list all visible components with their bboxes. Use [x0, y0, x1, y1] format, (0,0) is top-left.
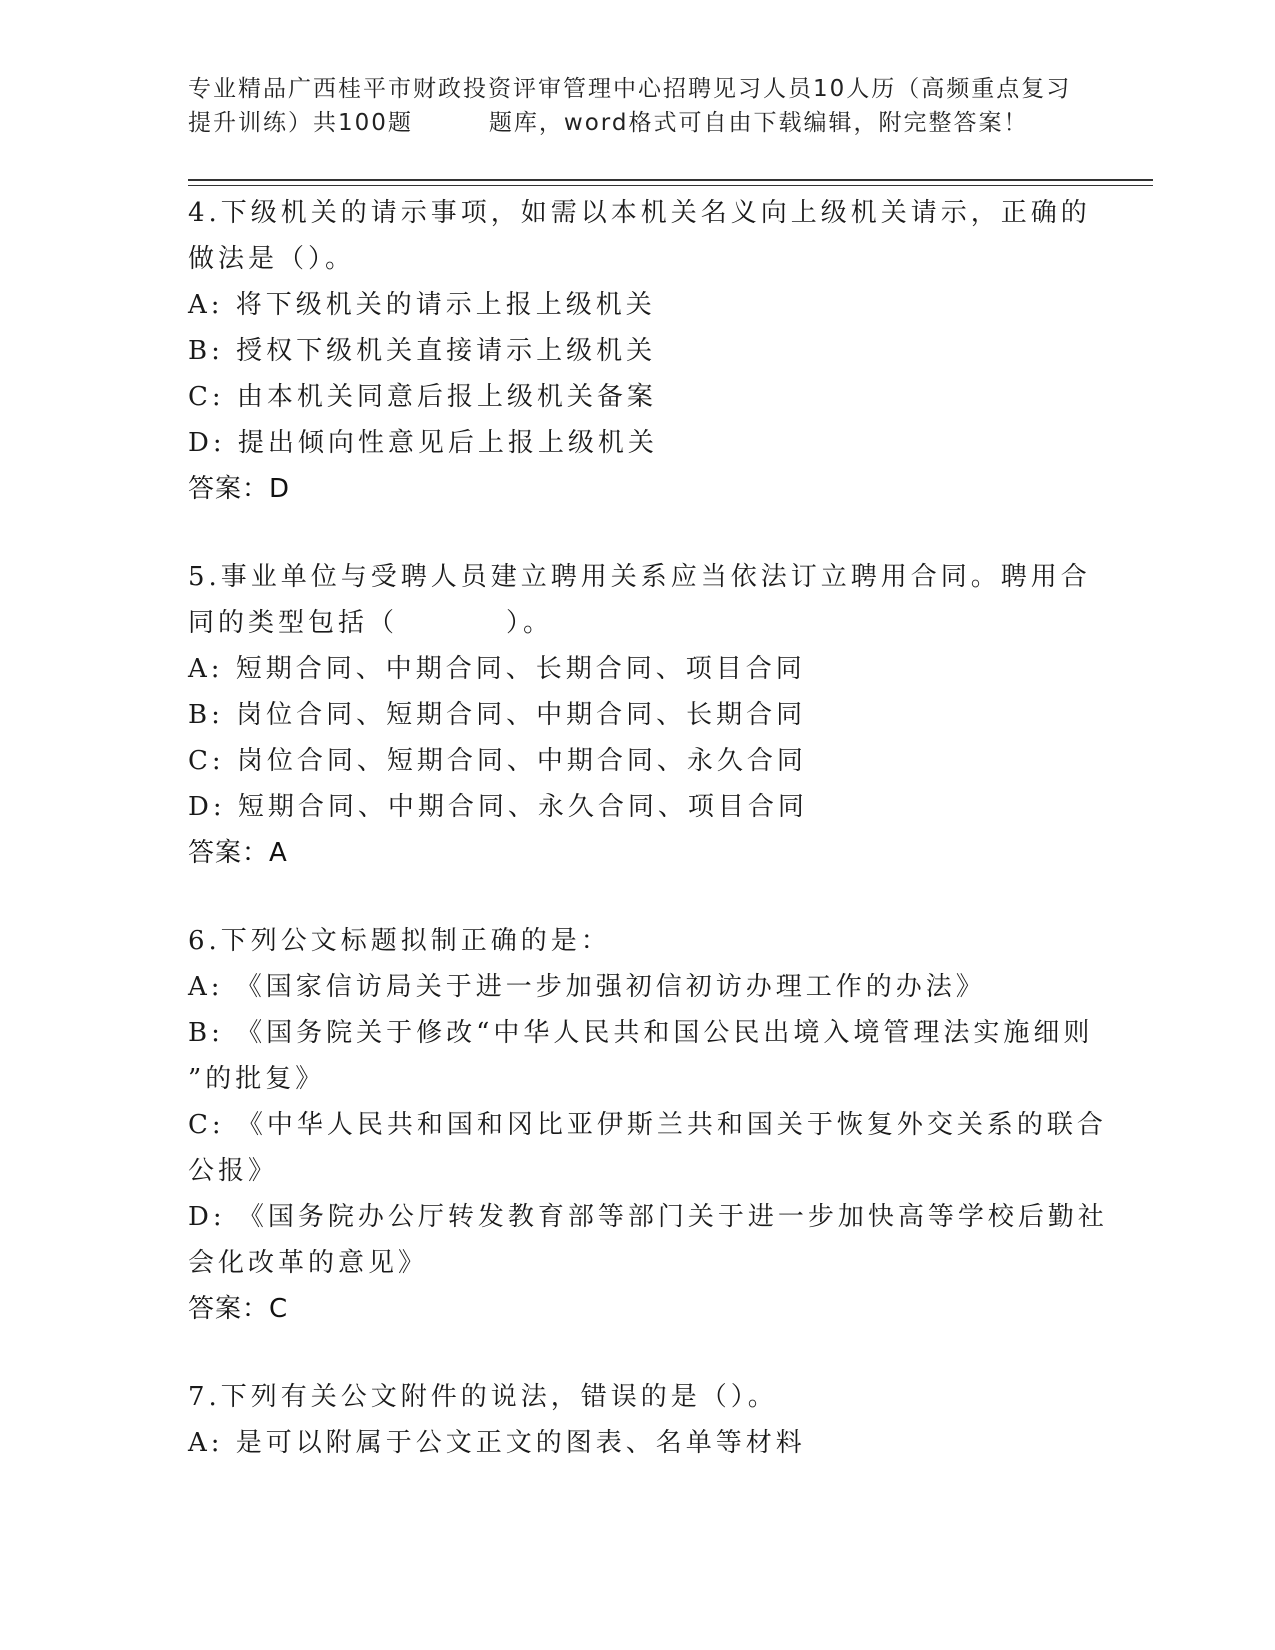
option-c: C: 《中华人民共和国和冈比亚伊斯兰共和国关于恢复外交关系的联合 [188, 1110, 1107, 1140]
option-a: A: 《国家信访局关于进一步加强初信初访办理工作的办法》 [188, 972, 986, 1002]
question-4 [188, 190, 1091, 512]
header-divider-thick [188, 179, 1153, 181]
header-line-2-part-1: 提升训练）共100题 [188, 110, 413, 136]
option-a: A: 短期合同、中期合同、长期合同、项目合同 [188, 654, 806, 684]
question-stem: 5.事业单位与受聘人员建立聘用关系应当依法订立聘用合同。聘用合 [188, 562, 1091, 592]
option-b: B: 授权下级机关直接请示上级机关 [188, 336, 657, 366]
question-stem: 7.下列有关公文附件的说法，错误的是（）。 [188, 1382, 778, 1412]
option-c: C: 岗位合同、短期合同、中期合同、永久合同 [188, 746, 807, 776]
answer-line: 答案：A [188, 838, 288, 868]
header-line-2-part-2: 题库，word格式可自由下载编辑，附完整答案！ [488, 110, 1029, 136]
option-b: B: 岗位合同、短期合同、中期合同、长期合同 [188, 700, 807, 730]
answer-line: 答案：C [188, 1294, 289, 1324]
option-d: D: 《国务院办公厅转发教育部等部门关于进一步加快高等学校后勤社 [188, 1202, 1108, 1232]
option-a: A: 将下级机关的请示上报上级机关 [188, 290, 656, 320]
header-divider-thin [188, 185, 1153, 186]
question-stem: 4.下级机关的请示事项，如需以本机关名义向上级机关请示，正确的 [188, 198, 1091, 228]
option-b-continued: ”的批复》 [188, 1064, 326, 1094]
question-stem: 6.下列公文标题拟制正确的是： [188, 926, 611, 956]
option-d: D: 短期合同、中期合同、永久合同、项目合同 [188, 792, 808, 822]
option-d: D: 提出倾向性意见后上报上级机关 [188, 428, 658, 458]
option-d-continued: 会化改革的意见》 [188, 1248, 429, 1278]
question-stem-part-1: 同的类型包括（ [188, 608, 399, 638]
option-c-continued: 公报》 [188, 1156, 279, 1186]
document-header [188, 72, 1088, 140]
question-stem-continued: 做法是（）。 [188, 244, 356, 274]
question-5 [188, 554, 1091, 876]
header-line-2 [188, 106, 1088, 140]
question-6 [188, 918, 1108, 1332]
header-line-1: 专业精品广西桂平市财政投资评审管理中心招聘见习人员10人历（高频重点复习 [188, 76, 1072, 102]
option-a: A: 是可以附属于公文正文的图表、名单等材料 [188, 1428, 806, 1458]
option-c: C: 由本机关同意后报上级机关备案 [188, 382, 657, 412]
question-list [188, 190, 1108, 1466]
question-stem-part-2: ）。 [506, 608, 554, 638]
question-stem-continued [188, 600, 1088, 646]
answer-line: 答案：D [188, 474, 291, 504]
option-b: B: 《国务院关于修改“中华人民共和国公民出境入境管理法实施细则 [188, 1018, 1094, 1048]
question-7 [188, 1374, 1088, 1466]
